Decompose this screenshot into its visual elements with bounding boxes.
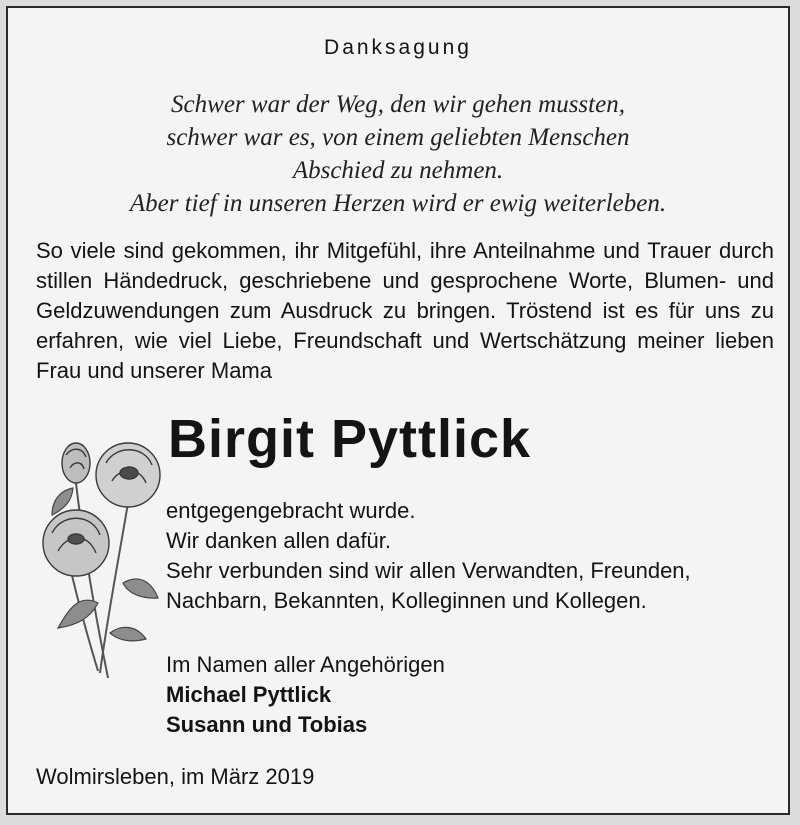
thanks-line: entgegengebracht wurde. (166, 498, 416, 523)
poem-line: Schwer war der Weg, den wir gehen mussten, (171, 91, 625, 118)
obituary-card (6, 6, 790, 815)
poem (8, 88, 788, 220)
poem-line: Aber tief in unseren Herzen wird er ewig weiterleben. (129, 190, 667, 217)
heading: Danksagung (324, 36, 472, 59)
roses-illustration-icon (28, 433, 163, 683)
deceased-name: Birgit Pyttlick (168, 409, 532, 469)
poem-line: Abschied zu nehmen. (292, 157, 504, 184)
thanks-line: Wir danken allen dafür. (166, 528, 392, 553)
thanks-lines (166, 496, 691, 616)
signature-block (166, 650, 445, 740)
signature-intro: Im Namen aller Angehörigen (166, 652, 445, 677)
poem-line: schwer war es, von einem geliebten Menschen (166, 124, 630, 151)
thanks-line: Sehr verbunden sind wir allen Verwandten, Freunden, (166, 558, 691, 583)
place-date: Wolmirsleben, im März 2019 (36, 764, 315, 789)
signature-name: Michael Pyttlick (166, 682, 332, 707)
thanks-line: Nachbarn, Bekannten, Kolleginnen und Kollegen. (166, 588, 647, 613)
signature-name: Susann und Tobias (166, 712, 368, 737)
intro-paragraph: So viele sind gekommen, ihr Mitgefühl, ihre Anteilnahme und Trauer durch stillen Händedruck, geschriebene und gesprochene Worte, Blumen- und Geldzuwendungen zum Ausdruck zu bringen. Tröstend ist es für uns zu erfahren, wie viel Liebe, Freundschaft und Wertschätzung meiner lieben Frau und unserer Mama (36, 238, 774, 383)
